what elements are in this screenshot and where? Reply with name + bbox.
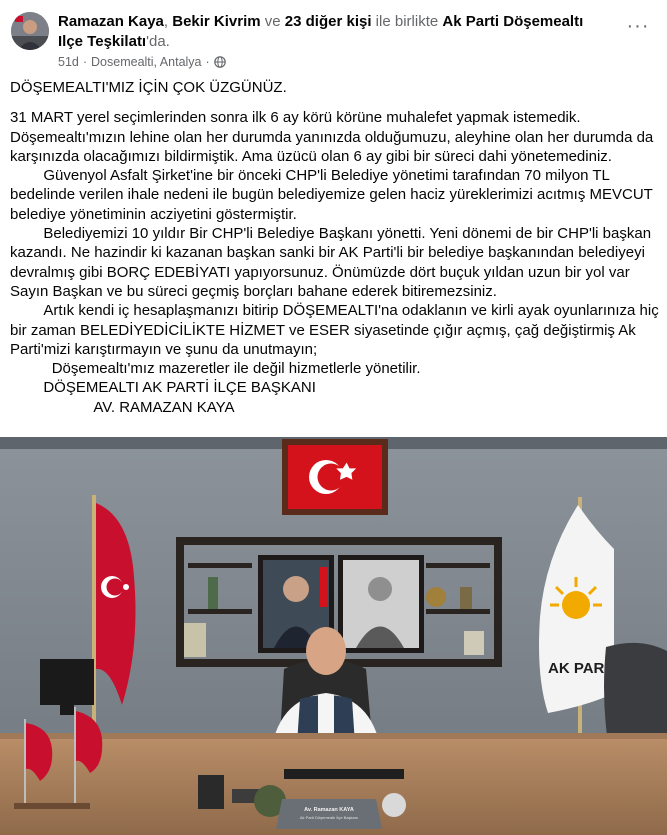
others-link[interactable]: 23 diğer kişi	[284, 13, 372, 30]
crystal-award	[382, 793, 406, 817]
post-paragraph: Artık kendi iç hesaplaşmanızı bitirip DÖŞEMEALTI'na odaklanın ve kirli ayak oyunlarınıza hiç bir zaman BELEDİYEDİCİLİKTE HİZMET ve ESER siyasetinde çığır açmış, çağ değiştirmiş Ak Parti'mizi karıştırmayın ve şunu da unutmayın;	[10, 302, 663, 358]
globe-icon	[214, 56, 226, 68]
post-paragraph: Döşemealtı'mız mazeretler ile değil hizmetlerle yönetilir.	[10, 360, 421, 378]
nameplate-title: Ak Parti Döşemealtı İlçe Başkanı	[299, 815, 359, 820]
nameplate-name: Av. Ramazan KAYA	[304, 807, 354, 813]
separator: ,	[163, 13, 173, 30]
post-time[interactable]: 51d	[58, 55, 79, 69]
post-meta	[58, 55, 226, 69]
flag-logo-text: AK PAR	[548, 660, 605, 677]
framed-flag	[282, 439, 388, 515]
desk-nameplate	[276, 799, 382, 829]
post-paragraph: AV. RAMAZAN KAYA	[10, 398, 235, 416]
and-text: ve	[260, 13, 285, 30]
coauthor-name[interactable]: Bekir Kivrim	[172, 13, 261, 30]
post-body	[10, 78, 663, 417]
post-paragraph: DÖŞEMEALTI'MIZ İÇİN ÇOK ÜZGÜNÜZ.	[10, 79, 287, 96]
office-photo-illustration	[0, 437, 667, 835]
with-text: ile birlikte	[371, 13, 443, 30]
post-photo[interactable]	[0, 437, 667, 835]
post-location[interactable]: Dosemealti, Antalya	[91, 55, 202, 69]
page-suffix: 'da.	[146, 33, 170, 50]
page-link[interactable]: Ak Parti Döşemealtı Ilçe Teşkilatı	[58, 13, 584, 50]
author-name[interactable]: Ramazan Kaya	[58, 13, 164, 30]
meta-dot: ·	[82, 55, 88, 69]
post-author-line	[58, 12, 598, 52]
post-paragraph: 31 MART yerel seçimlerinden sonra ilk 6 ay körü körüne muhalefet yapmak istemedik. Döşemealtı'mızın lehine olan her durumda yanınızda olduğumuzu, aleyhine olan her durumda da karşınızda olacağımızı bildirmiştik. Ama üzücü olan 6 ay gibi bir süreci dahi yönetemediniz.	[10, 109, 658, 165]
pen-holder	[198, 775, 224, 809]
meta-dot-2: ·	[205, 55, 210, 69]
keyboard	[284, 769, 404, 779]
post-paragraph: DÖŞEMEALTI AK PARTİ İLÇE BAŞKANI	[10, 379, 316, 397]
more-options-button[interactable]: ···	[626, 15, 650, 37]
post-header	[0, 0, 667, 72]
post-paragraph: Güvenyol Asfalt Şirket'ine bir önceki CHP'li Belediye yönetimi tarafından 70 milyon TL bedelinde verilen ihale nedeni ile bugün belediyemize gelen haciz yüreklerimizi acıtmış MEVCUT belediye yönetiminin acziyetini göstermiştir.	[10, 167, 657, 223]
post-paragraph: Belediyemizi 10 yıldır Bir CHP'li Belediye Başkanı yönetti. Yeni dönemi de bir CHP'li başkan kazandı. Ne hazindir ki kazanan başkan sanki bir AK Parti'li bir belediye başkanından belediyeyi devralmış gibi BORÇ EDEBİYATI yapıyorsunuz. Önümüzde dört buçuk yıldan uzun bir yol var Sayın Başkan ve bu süreci geçmiş borçları bahane ederek bitiremezsiniz.	[10, 225, 656, 300]
author-avatar[interactable]	[11, 12, 49, 50]
